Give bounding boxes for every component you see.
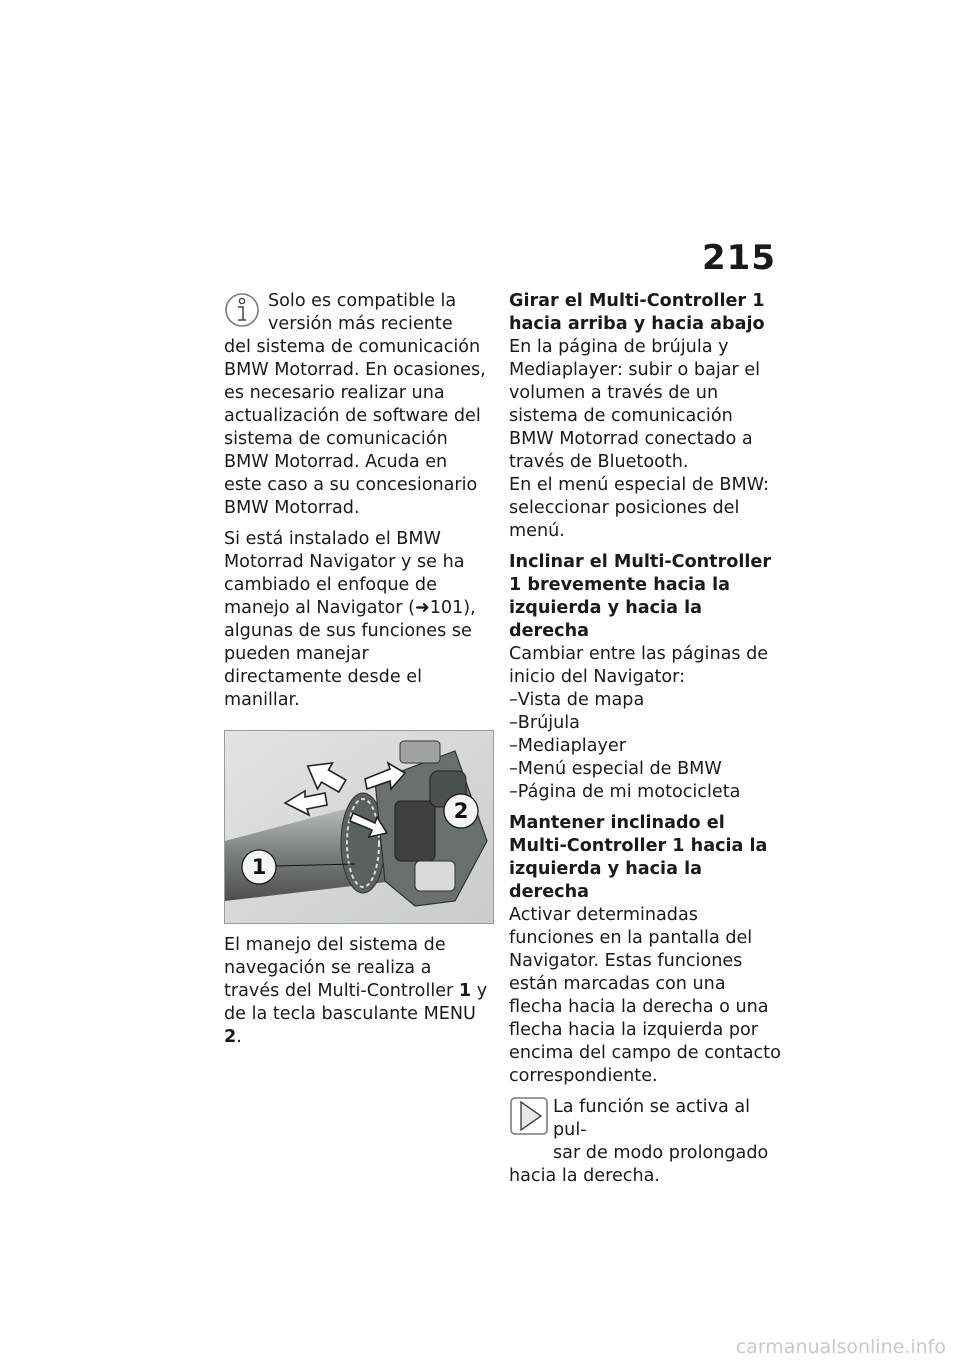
function-note [509,1096,781,1188]
figure-label-2: 2 [453,799,469,823]
caption-ref-1: 1 [458,981,472,1001]
section-tilt-text: Cambiar entre las páginas de inicio del Navigator: [509,644,769,687]
list-item: –Vista de mapa [509,690,645,710]
list-item: –Menú especial de BMW [509,759,722,779]
section-rotate-text-1: En la página de brújula y Mediaplayer: subir o bajar el volumen a través de un sistema de comunicación BMW Motorrad conectado a través de Bluetooth. [509,337,761,472]
info-note-line2: versión más reciente [268,314,453,334]
caption-ref-2: 2 [224,1027,237,1047]
page-reference-arrow-icon: ➜ [414,598,430,618]
section-hold-title: Mantener inclinado el Multi-Controller 1 hacia la izquierda y hacia la derecha [509,813,768,902]
watermark: carmanualsonline.info [735,1336,946,1358]
function-note-line1: La función se activa al pul- [553,1097,751,1140]
start-pages-list [509,689,781,804]
section-rotate-text-2: En el menú especial de BMW: seleccionar posiciones del menú. [509,475,769,541]
info-note-line1: Solo es compatible la [268,291,457,311]
info-icon [224,292,260,328]
navigator-text-end: ), algunas de sus funciones se pueden manejar directamente desde el manillar. [224,598,476,710]
handlebar-controls-figure [224,730,494,924]
page-reference[interactable]: 101 [429,598,464,618]
list-item: –Brújula [509,713,580,733]
section-hold-text: Activar determinadas funciones en la pantalla del Navigator. Estas funciones están marcadas con una flecha hacia la derecha o una flecha hacia la izquierda por encima del campo de contacto correspondiente. [509,905,781,1086]
right-column [509,290,781,1188]
list-item: –Página de mi motocicleta [509,782,741,802]
function-note-line2: sar de modo prolongado [553,1143,769,1163]
navigator-paragraph [224,528,490,712]
function-note-text: hacia la derecha. [509,1166,660,1186]
left-column [224,290,490,1049]
section-rotate-title: Girar el Multi-Controller 1 hacia arriba y hacia abajo [509,291,765,334]
info-note [224,290,490,520]
navigator-text-start: Si está instalado el BMW Motorrad Navigator y se ha cambiado el enfoque de manejo al Navigator ( [224,529,465,618]
info-note-text: del sistema de comunicación BMW Motorrad. En ocasiones, es necesario realizar una actualización de software del sistema de comunicación BMW Motorrad. Acuda en este caso a su concesionario BMW Motorrad. [224,337,486,518]
caption-text-start: El manejo del sistema de navegación se realiza a través del Multi-Controller [224,935,459,1001]
play-arrow-icon [509,1096,549,1136]
caption-text-end: . [236,1027,242,1047]
page-number: 215 [702,238,776,278]
figure-label-1: 1 [251,855,267,879]
list-item: –Mediaplayer [509,736,626,756]
section-tilt-title: Inclinar el Multi-Controller 1 brevemente hacia la izquierda y hacia la derecha [509,552,772,641]
handlebar-illustration [225,731,493,923]
figure-caption [224,934,490,1049]
caption-text-mid: y de la tecla basculante MENU [224,981,488,1024]
